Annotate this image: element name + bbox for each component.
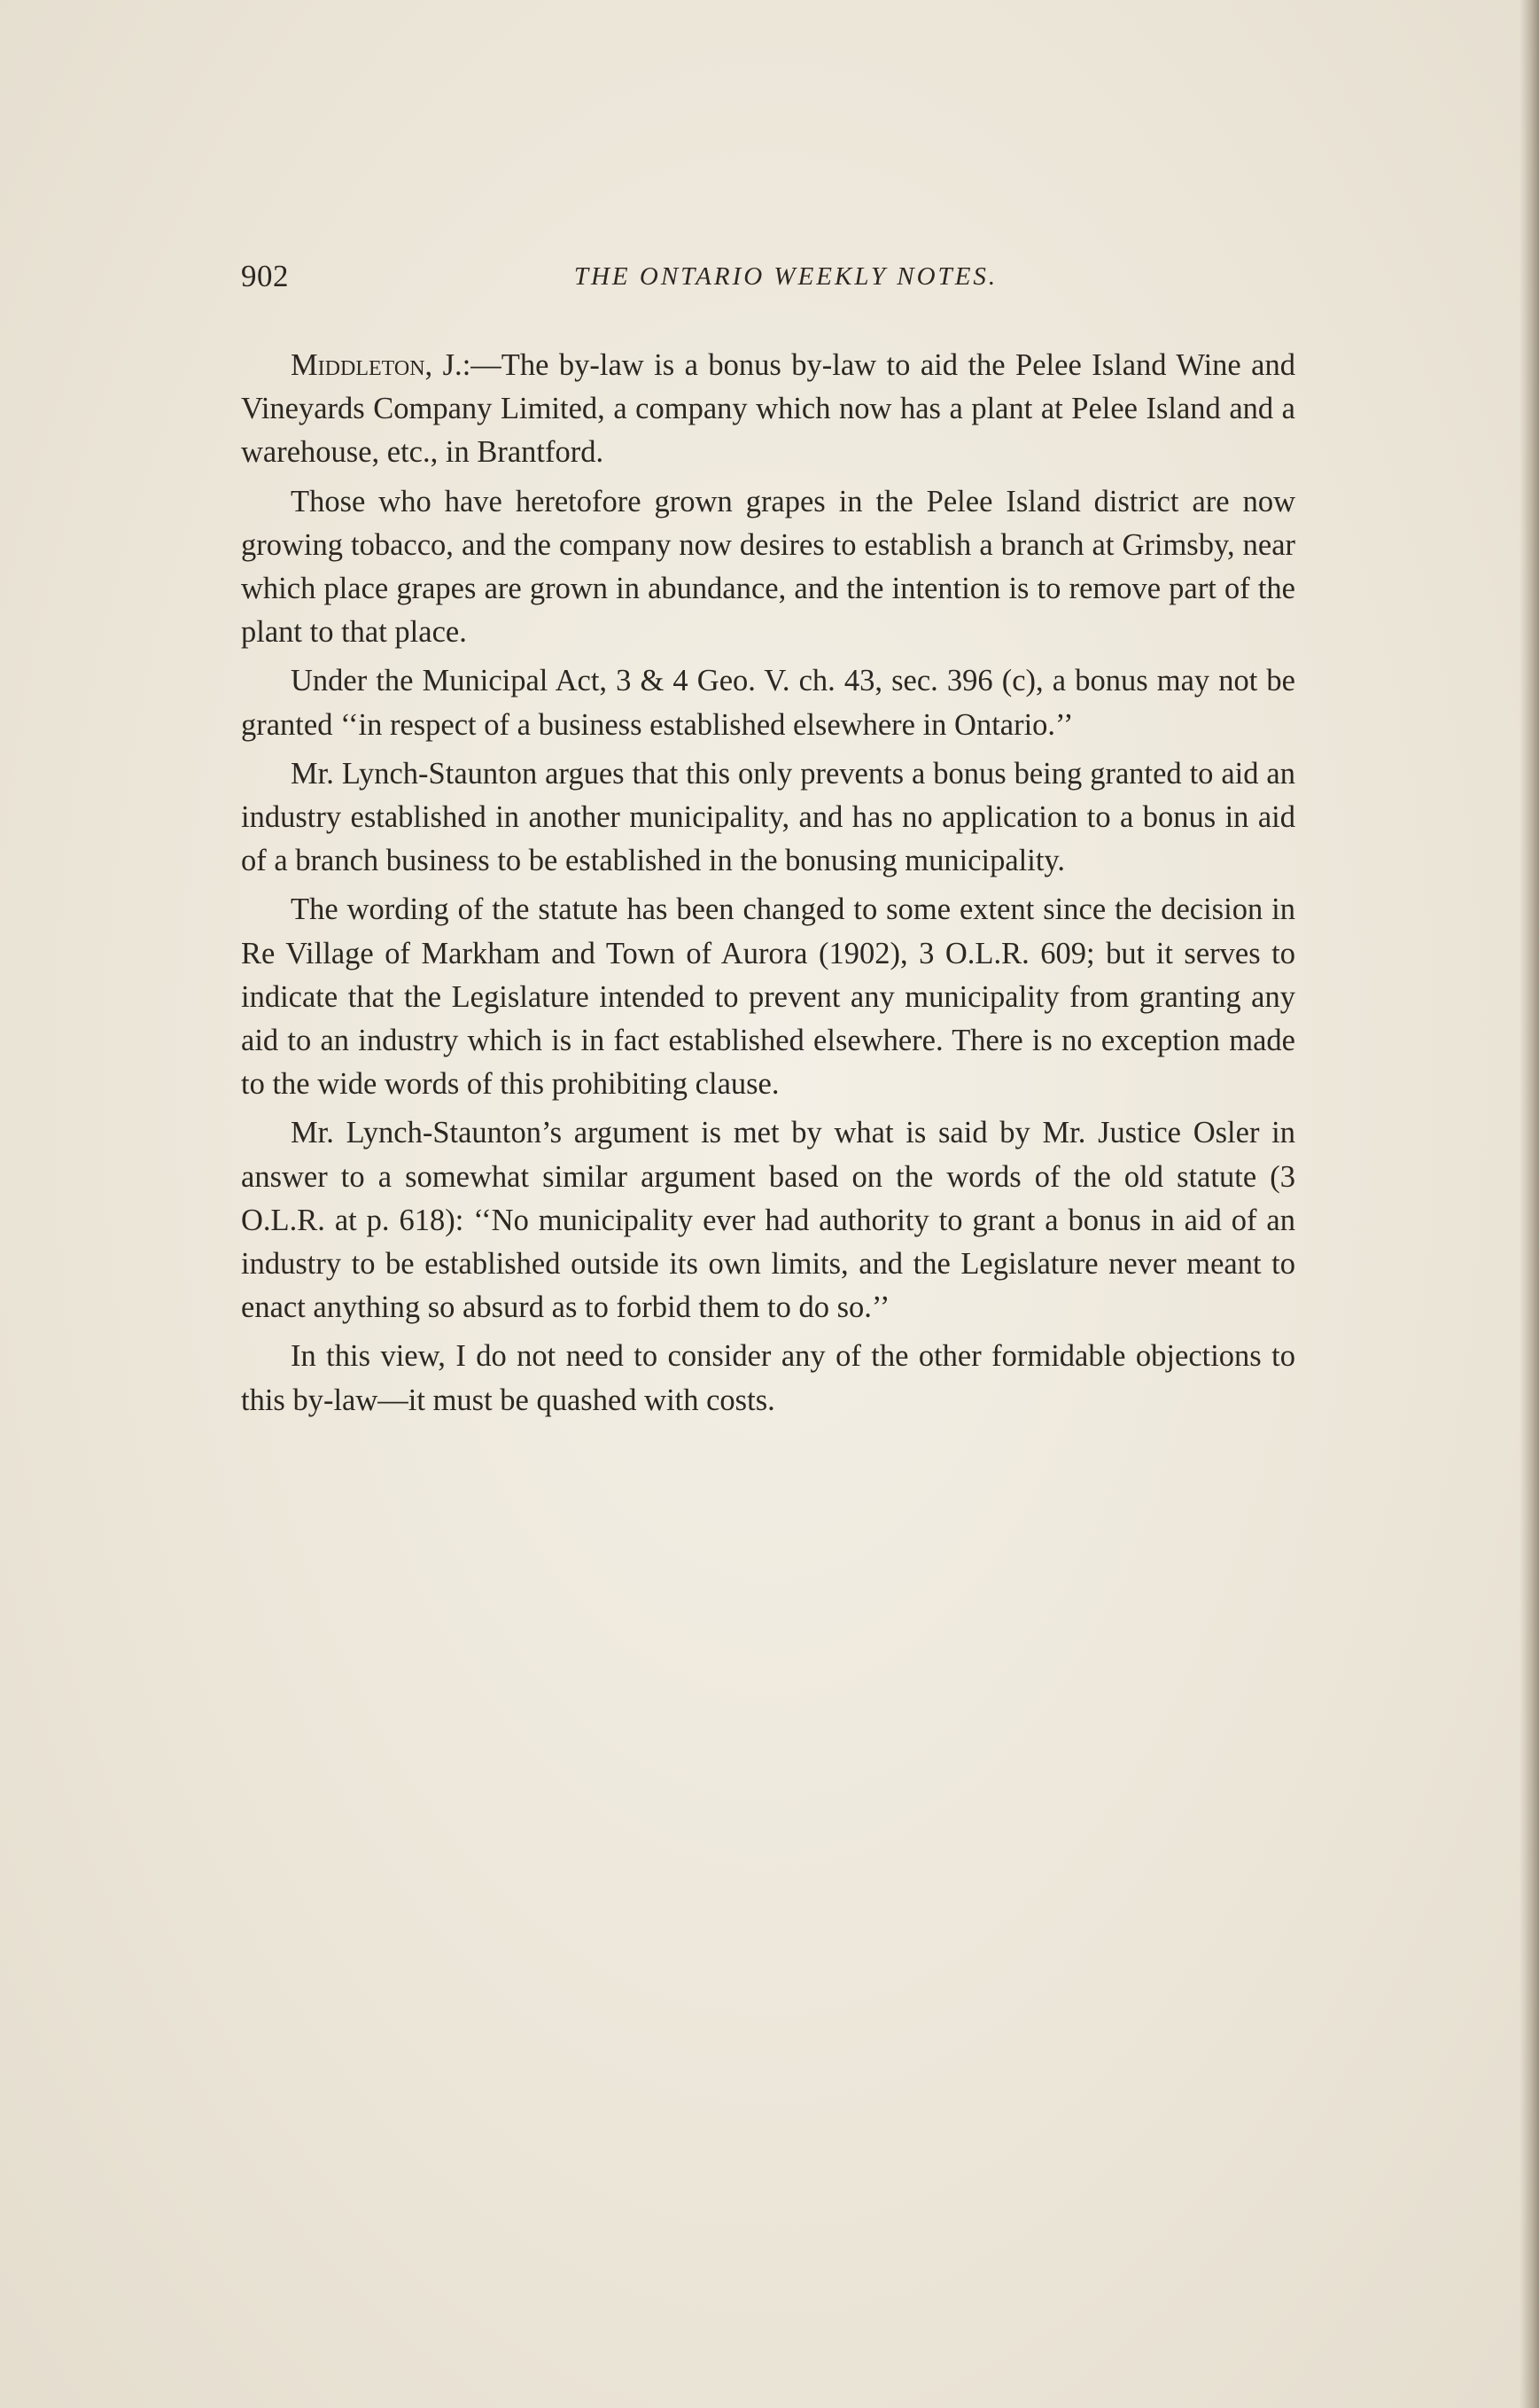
paragraph-1 <box>241 344 1295 475</box>
paragraph-1-text: :—The by-law is a bonus by-law to aid the Pelee Island Wine and Vineyards Company Limited, a company which now has a plant at Pelee Island and a warehouse, etc., in Brantford. <box>241 348 1295 470</box>
paragraph-6: Mr. Lynch-Staunton’s argument is met by what is said by Mr. Justice Osler in answer to a somewhat similar argument based on the words of the old statute (3 O.L.R. at p. 618): ‘‘No municipality ever had authority to grant a bonus in aid of an industry to be established outside its own limits, and the Legislature never meant to enact anything so absurd as to forbid them to do so.’’ <box>241 1116 1295 1325</box>
paragraph-5: The wording of the statute has been changed to some extent since the decision in Re Village of Markham and Town of Aurora (1902), 3 O.L.R. 609; but it serves to indicate that the Legislature intended to prevent any municipality from granting any aid to an industry which is in fact established elsewhere. There is no exception made to the wide words of this prohibiting clause. <box>241 892 1295 1102</box>
page-number: 902 <box>241 259 289 293</box>
body-text <box>241 344 1295 1428</box>
paragraph-3: Under the Municipal Act, 3 & 4 Geo. V. ch. 43, sec. 396 (c), a bonus may not be granted ‘‘in respect of a business established elsewhere in Ontario.’’ <box>241 664 1295 742</box>
running-head <box>241 259 1295 303</box>
paragraph-4: Mr. Lynch-Staunton argues that this only prevents a bonus being granted to aid an industry established in another municipality, and has no application to a bonus in aid of a branch business to be established in the bonusing municipality. <box>241 756 1295 878</box>
judge-name: Middleton, J. <box>291 348 462 382</box>
running-head-title: THE ONTARIO WEEKLY NOTES. <box>573 262 999 291</box>
paragraph-2: Those who have heretofore grown grapes in the Pelee Island district are now growing tobacco, and the company now desires to establish a branch at Grimsby, near which place grapes are grown in abundance, and the intention is to remove part of the plant to that place. <box>241 484 1295 650</box>
paragraph-7: In this view, I do not need to consider any of the other formidable objections to this by-law—it must be quashed with costs. <box>241 1339 1295 1417</box>
page-edge-shadow <box>1520 0 1539 2408</box>
